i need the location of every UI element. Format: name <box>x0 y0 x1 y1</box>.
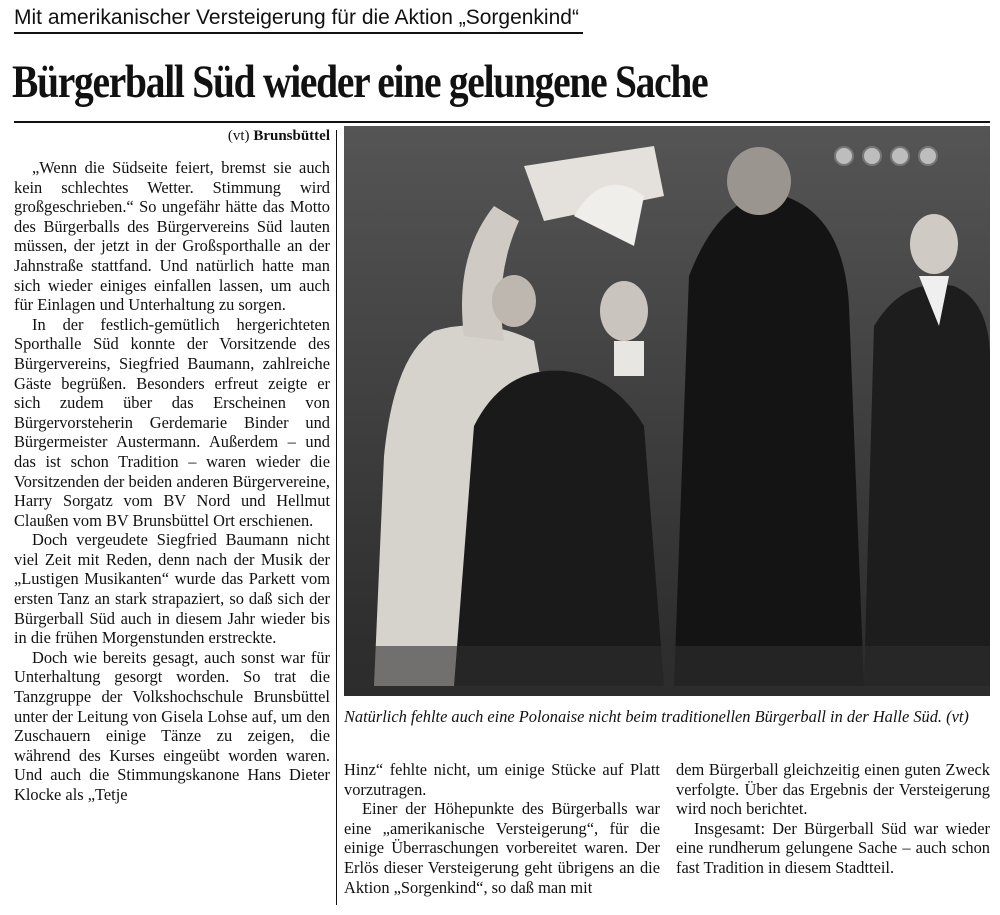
article-column-1 <box>14 158 330 805</box>
headline-rule <box>14 121 990 123</box>
paragraph: „Wenn die Südseite feiert, bremst sie auch kein schlechtes Wetter. Stimmung wird großgeschrieben.“ So ungefähr hätte das Motto des Bürgerballs des Bürgervereins Süd lauten müssen, der jetzt in der Großsporthalle an der Jahnstraße stattfand. Und natürlich hatte man sich wieder einiges einfallen lassen, um auch für Einlagen und Unterhaltung zu sorgen. <box>14 158 330 315</box>
paragraph: dem Bürgerball gleichzeitig einen guten Zweck verfolgte. Über das Ergebnis der Versteigerung wird noch berichtet. <box>676 760 990 819</box>
paragraph: Einer der Höhepunkte des Bürgerballs war eine „amerikanische Versteigerung“, für die einige Überraschungen vorbereitet waren. Der Erlös dieser Versteigerung geht übrigens an die Aktion „Sorgenkind“, so daß man mit <box>344 799 660 897</box>
byline-credit: (vt) <box>227 128 250 144</box>
paragraph: Doch wie bereits gesagt, auch sonst war für Unterhaltung gesorgt worden. So trat die Tanzgruppe der Volkshochschule Brunsbüttel unter der Leitung von Gisela Lohse auf, um den Zuschauern einige Tänze zu zeigen, die während des Kurses eingeübt worden waren. Und auch die Stimmungskanone Hans Dieter Klocke als „Tetje <box>14 647 330 804</box>
paragraph: Hinz“ fehlte nicht, um einige Stücke auf Platt vorzutragen. <box>344 760 660 799</box>
byline <box>14 126 330 146</box>
article-column-2 <box>344 760 660 897</box>
photo-illustration <box>344 126 990 696</box>
paragraph: Doch vergeudete Siegfried Baumann nicht viel Zeit mit Reden, denn nach der Musik der „Lustigen Musikanten“ wurde das Parkett vom ersten Tanz an stark strapaziert, so daß sich der Bürgerball Süd auch in diesem Jahr wieder bis in die frühen Morgenstunden erstreckte. <box>14 530 330 648</box>
article-column-3 <box>676 760 990 878</box>
paragraph: In der festlich-gemütlich hergerichteten Sporthalle Süd konnte der Vorsitzende des Bürgervereins, Siegfried Baumann, zahlreiche Gäste begrüßen. Besonders erfreut zeigte er sich zudem über das Erscheinen von Bürgervorsteherin Gerdemarie Binder und Bürgermeister Austermann. Außerdem – und das ist schon Tradition – waren wieder die Vorsitzenden der beiden anderen Bürgervereine, Harry Sorgatz vom BV Nord und Hellmut Claußen vom BV Brunsbüttel Ort erschienen. <box>14 314 330 530</box>
kicker: Mit amerikanischer Versteigerung für die Aktion „Sorgenkind“ <box>14 4 583 34</box>
photo-polonaise <box>344 126 990 696</box>
paragraph: Insgesamt: Der Bürgerball Süd war wieder eine rundherum gelungene Sache – auch schon fast Tradition in diesem Stadtteil. <box>676 818 990 877</box>
headline: Bürgerball Süd wieder eine gelungene Sache <box>12 56 708 108</box>
byline-location: Brunsbüttel <box>253 128 330 144</box>
photo-caption: Natürlich fehlte auch eine Polonaise nicht beim traditionellen Bürgerball in der Halle Süd. (vt) <box>344 707 969 726</box>
column-rule <box>336 130 337 905</box>
